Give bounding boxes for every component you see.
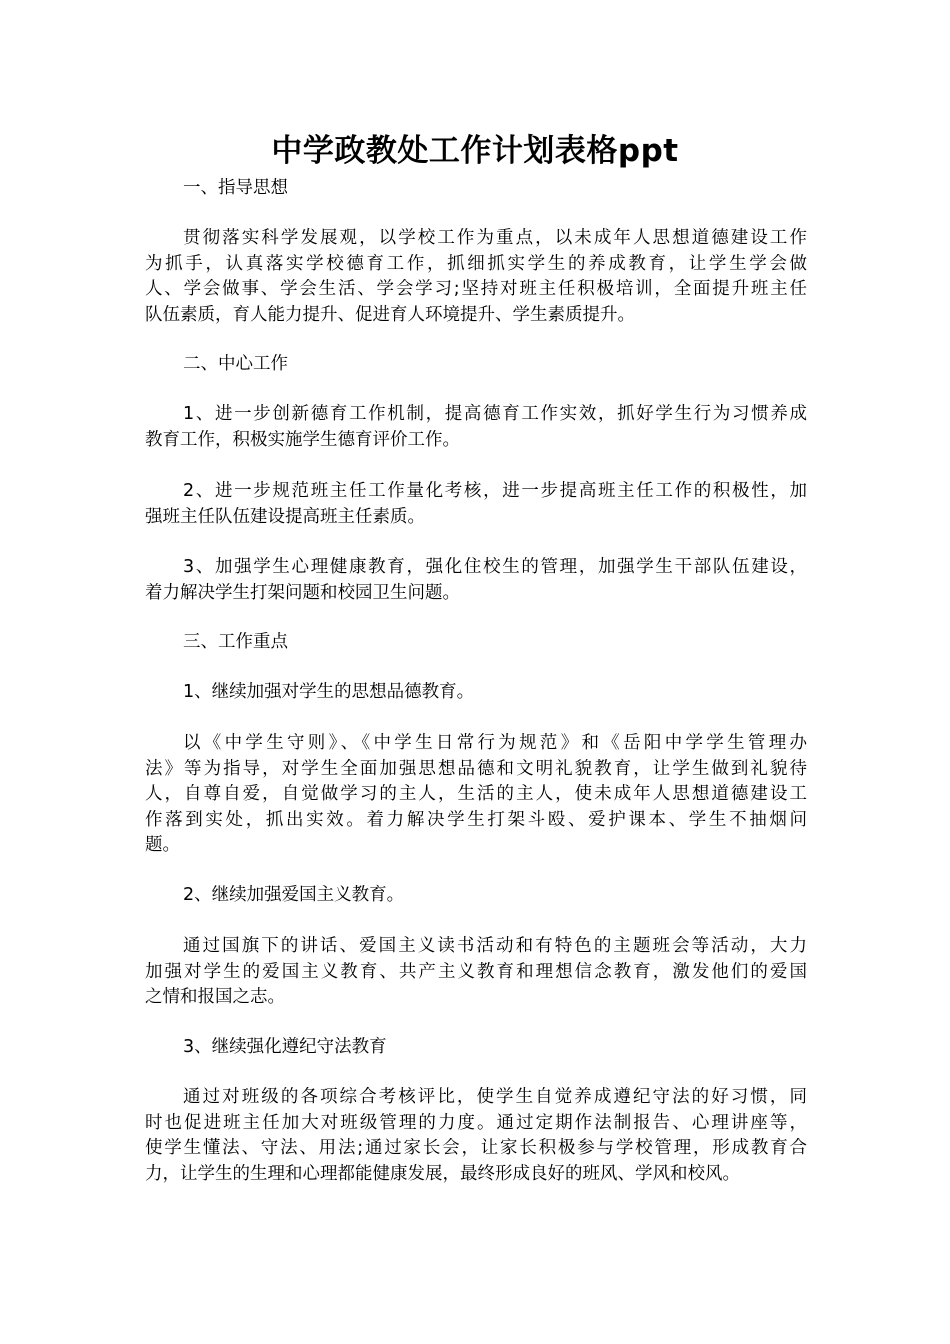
paragraph-line: 强班主任队伍建设提高班主任素质。 <box>145 506 425 527</box>
focus-item-3-title: 3、继续强化遵纪守法教育 <box>183 1037 387 1057</box>
paragraph-line: 2、进一步规范班主任工作量化考核，进一步提高班主任工作的积极性，加 <box>183 481 807 501</box>
paragraph-line: 3、加强学生心理健康教育，强化住校生的管理，加强学生干部队伍建设， <box>183 557 807 577</box>
document-title: 中学政教处工作计划表格ppt <box>271 133 679 169</box>
paragraph-line: 使学生懂法、守法、用法;通过家长会，让家长积极参与学校管理，形成教育合 <box>145 1138 807 1158</box>
section-heading-work-focus: 三、工作重点 <box>183 632 288 652</box>
focus-item-2-body <box>145 934 807 1011</box>
paragraph-line: 以《中学生守则》、《中学生日常行为规范》和《岳阳中学学生管理办 <box>183 733 807 753</box>
central-work-item-2 <box>145 479 807 530</box>
paragraph-line: 为抓手，认真落实学校德育工作，抓细抓实学生的养成教育，让学生学会做 <box>145 253 807 274</box>
paragraph-line: 教育工作，积极实施学生德育评价工作。 <box>145 429 460 450</box>
paragraph-line: 题。 <box>145 835 180 855</box>
paragraph-line: 人、学会做事、学会生活、学会学习;坚持对班主任积极培训，全面提升班主任 <box>145 279 807 299</box>
focus-item-1-body <box>145 731 807 859</box>
paragraph-line: 着力解决学生打架问题和校园卫生问题。 <box>145 582 460 603</box>
focus-item-3-body <box>145 1085 807 1187</box>
central-work-item-3 <box>145 555 807 606</box>
paragraph-line: 时也促进班主任加大对班级管理的力度。通过定期作法制报告、心理讲座等， <box>145 1112 807 1133</box>
paragraph-line: 1、进一步创新德育工作机制，提高德育工作实效，抓好学生行为习惯养成 <box>183 404 807 424</box>
focus-item-2-title: 2、继续加强爱国主义教育。 <box>183 885 405 905</box>
paragraph-line: 之情和报国之志。 <box>145 987 285 1007</box>
paragraph-line: 加强对学生的爱国主义教育、共产主义教育和理想信念教育，激发他们的爱国 <box>145 961 807 982</box>
paragraph-line: 贯彻落实科学发展观，以学校工作为重点，以未成年人思想道德建设工作 <box>183 228 807 248</box>
section-heading-central-work: 二、中心工作 <box>183 354 288 374</box>
focus-item-1-title: 1、继续加强对学生的思想品德教育。 <box>183 682 475 702</box>
paragraph-line: 作落到实处，抓出实效。着力解决学生打架斗殴、爱护课本、学生不抽烟问 <box>145 809 807 830</box>
paragraph-line: 通过国旗下的讲话、爱国主义读书活动和有特色的主题班会等活动，大力 <box>183 936 807 956</box>
section-heading-guiding-ideology: 一、指导思想 <box>183 178 288 198</box>
paragraph-line: 法》等为指导，对学生全面加强思想品德和文明礼貌教育，让学生做到礼貌待 <box>145 758 807 779</box>
paragraph-line: 通过对班级的各项综合考核评比，使学生自觉养成遵纪守法的好习惯，同 <box>183 1087 807 1107</box>
paragraph-line: 队伍素质，育人能力提升、促进育人环境提升、学生素质提升。 <box>145 304 635 325</box>
guiding-ideology-paragraph <box>145 226 807 328</box>
paragraph-line: 力，让学生的生理和心理都能健康发展，最终形成良好的班风、学风和校风。 <box>145 1163 740 1184</box>
central-work-item-1 <box>145 402 807 453</box>
paragraph-line: 人，自尊自爱，自觉做学习的主人，生活的主人，使未成年人思想道德建设工 <box>145 784 807 804</box>
